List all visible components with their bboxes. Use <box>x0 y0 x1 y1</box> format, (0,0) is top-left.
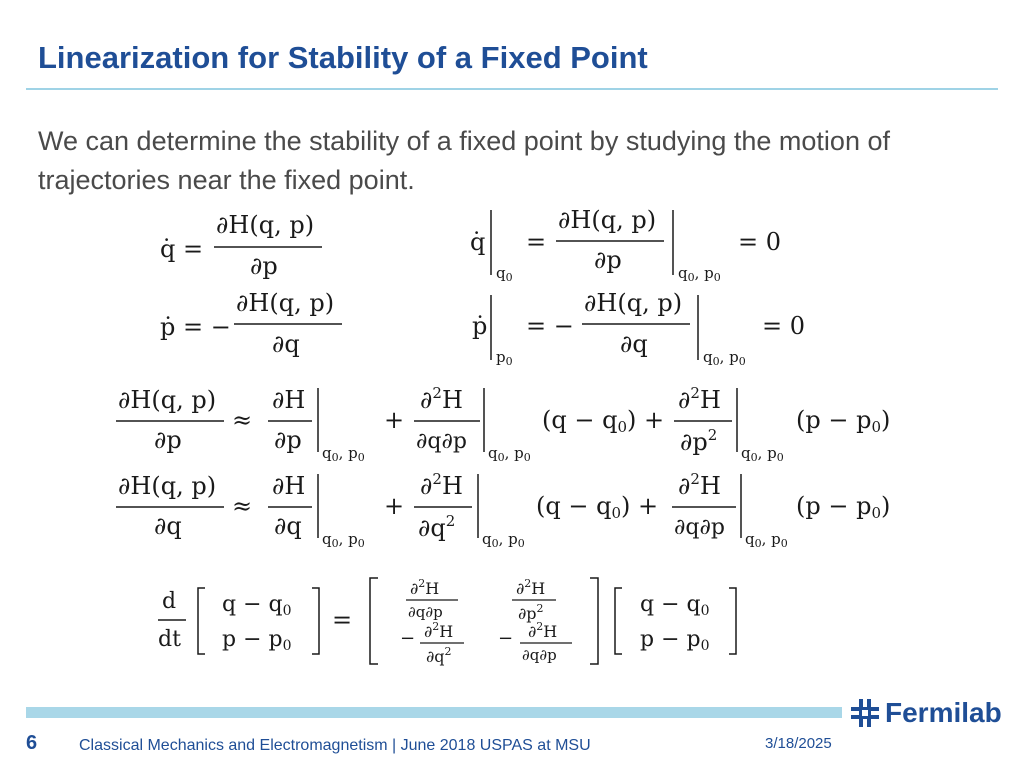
equals-minus: = − <box>526 312 574 340</box>
svg-text:−: − <box>498 628 514 649</box>
sub-q0p0: $q_0$, $p_0$ <box>678 264 721 284</box>
hamilton-eq-q <box>160 211 322 280</box>
svg-text:∂H(q, p): ∂H(q, p) <box>118 472 217 500</box>
svg-text:∂H: ∂H <box>272 386 306 414</box>
svg-text:∂2H: ∂$^2$H <box>424 620 454 641</box>
dH-numerator: ∂H(q, p) <box>584 289 683 317</box>
dH-numerator: ∂H(q, p) <box>558 206 657 234</box>
qdot-lhs: q̇ = <box>160 235 204 263</box>
svg-text:∂2H: ∂$^2$H <box>420 470 463 500</box>
svg-text:q0, p0: $q_0$, $p_0$ <box>745 530 788 550</box>
hamilton-eq-p <box>160 289 342 358</box>
svg-text:∂q2: $\partial q^2$ <box>426 645 452 666</box>
intro-text: We can determine the stability of a fixed point by studying the motion of trajectories near the fixed point. <box>38 126 890 195</box>
svg-text:∂2H: ∂$^2$H <box>678 470 721 500</box>
svg-text:∂H(q, p): ∂H(q, p) <box>118 386 217 414</box>
svg-text:p − p0: p − p0 <box>222 627 292 654</box>
svg-text:dt: dt <box>158 627 181 652</box>
matrix-equation <box>158 577 736 666</box>
svg-text:∂q: ∂q <box>274 512 302 540</box>
sub-q0p0: $q_0$, $p_0$ <box>703 348 746 368</box>
svg-text:q0, p0: $q_0$, $p_0$ <box>322 444 365 464</box>
slide-title: Linearization for Stability of a Fixed Point <box>38 40 648 75</box>
svg-text:q − q0: q − q0 <box>640 592 710 619</box>
fixed-point-eq-p <box>472 289 805 368</box>
svg-text:q − q0: q − q0 <box>222 592 292 619</box>
taylor-expansion-p <box>116 384 890 464</box>
svg-text:+: + <box>644 406 665 434</box>
footer-bar <box>26 707 842 718</box>
svg-text:∂H: ∂H <box>272 472 306 500</box>
svg-text:∂q∂p: ∂q∂p <box>674 515 725 540</box>
svg-text:∂2H: ∂$^2$H <box>516 577 546 598</box>
footer-date: 3/18/2025 <box>765 735 832 752</box>
svg-text:=: = <box>332 606 353 634</box>
fermilab-logo <box>851 697 1002 729</box>
dH-numerator: ∂H(q, p) <box>216 211 315 239</box>
svg-text:≈: ≈ <box>232 406 253 434</box>
equals-zero: = 0 <box>738 228 782 256</box>
sub-p0: $p_0$ <box>496 348 513 368</box>
fermilab-logo-icon <box>851 699 879 727</box>
svg-text:∂q: ∂q <box>154 512 182 540</box>
svg-text:∂q∂p: ∂q∂p <box>408 603 443 621</box>
svg-text:∂2H: ∂$^2$H <box>410 577 440 598</box>
svg-text:p − p0: p − p0 <box>640 627 710 654</box>
logo-text: Fermilab <box>885 697 1002 728</box>
svg-text:∂p2: $\partial p^2$ <box>518 602 544 623</box>
pdot: ṗ <box>472 312 488 340</box>
taylor-expansion-q <box>116 470 890 550</box>
svg-text:q0, p0: $q_0$, $p_0$ <box>322 530 365 550</box>
svg-text:(q − q0): (q − q0) <box>542 406 637 436</box>
svg-text:+: + <box>384 406 405 434</box>
dp-denominator: ∂p <box>250 252 278 280</box>
svg-text:(p − p0): (p − p0) <box>796 406 891 436</box>
svg-text:∂2H: ∂$^2$H <box>678 384 721 414</box>
qdot: q̇ <box>470 228 486 256</box>
svg-text:(p − p0): (p − p0) <box>796 492 891 522</box>
svg-text:+: + <box>384 492 405 520</box>
svg-text:d: d <box>162 589 177 614</box>
svg-text:q0, p0: $q_0$, $p_0$ <box>741 444 784 464</box>
svg-text:∂p: ∂p <box>274 426 302 454</box>
svg-text:+: + <box>638 492 659 520</box>
dq-denominator: ∂q <box>272 330 300 358</box>
footer-course: Classical Mechanics and Electromagnetism | June 2018 USPAS at MSU <box>79 737 591 754</box>
dp-denominator: ∂p <box>594 246 622 274</box>
svg-text:∂q2: $\partial q^2$ <box>418 512 456 542</box>
svg-text:q0, p0: $q_0$, $p_0$ <box>482 530 525 550</box>
equals: = <box>526 228 547 256</box>
dq-denominator: ∂q <box>620 330 648 358</box>
svg-text:−: − <box>400 628 416 649</box>
svg-text:∂p: ∂p <box>154 426 182 454</box>
equals-zero: = 0 <box>762 312 806 340</box>
svg-text:∂q∂p: ∂q∂p <box>522 646 557 664</box>
dH-numerator: ∂H(q, p) <box>236 289 335 317</box>
svg-text:≈: ≈ <box>232 492 253 520</box>
svg-text:q0, p0: $q_0$, $p_0$ <box>488 444 531 464</box>
page-number: 6 <box>26 732 38 754</box>
svg-text:∂p2: $\partial p^2$ <box>680 426 718 456</box>
svg-text:∂2H: ∂$^2$H <box>528 620 558 641</box>
svg-text:∂2H: ∂$^2$H <box>420 384 463 414</box>
svg-text:(q − q0): (q − q0) <box>536 492 631 522</box>
fixed-point-eq-q <box>470 206 781 284</box>
sub-q0: $q_0$ <box>496 264 513 284</box>
pdot-lhs: ṗ = − <box>160 313 231 341</box>
svg-text:∂q∂p: ∂q∂p <box>416 429 467 454</box>
